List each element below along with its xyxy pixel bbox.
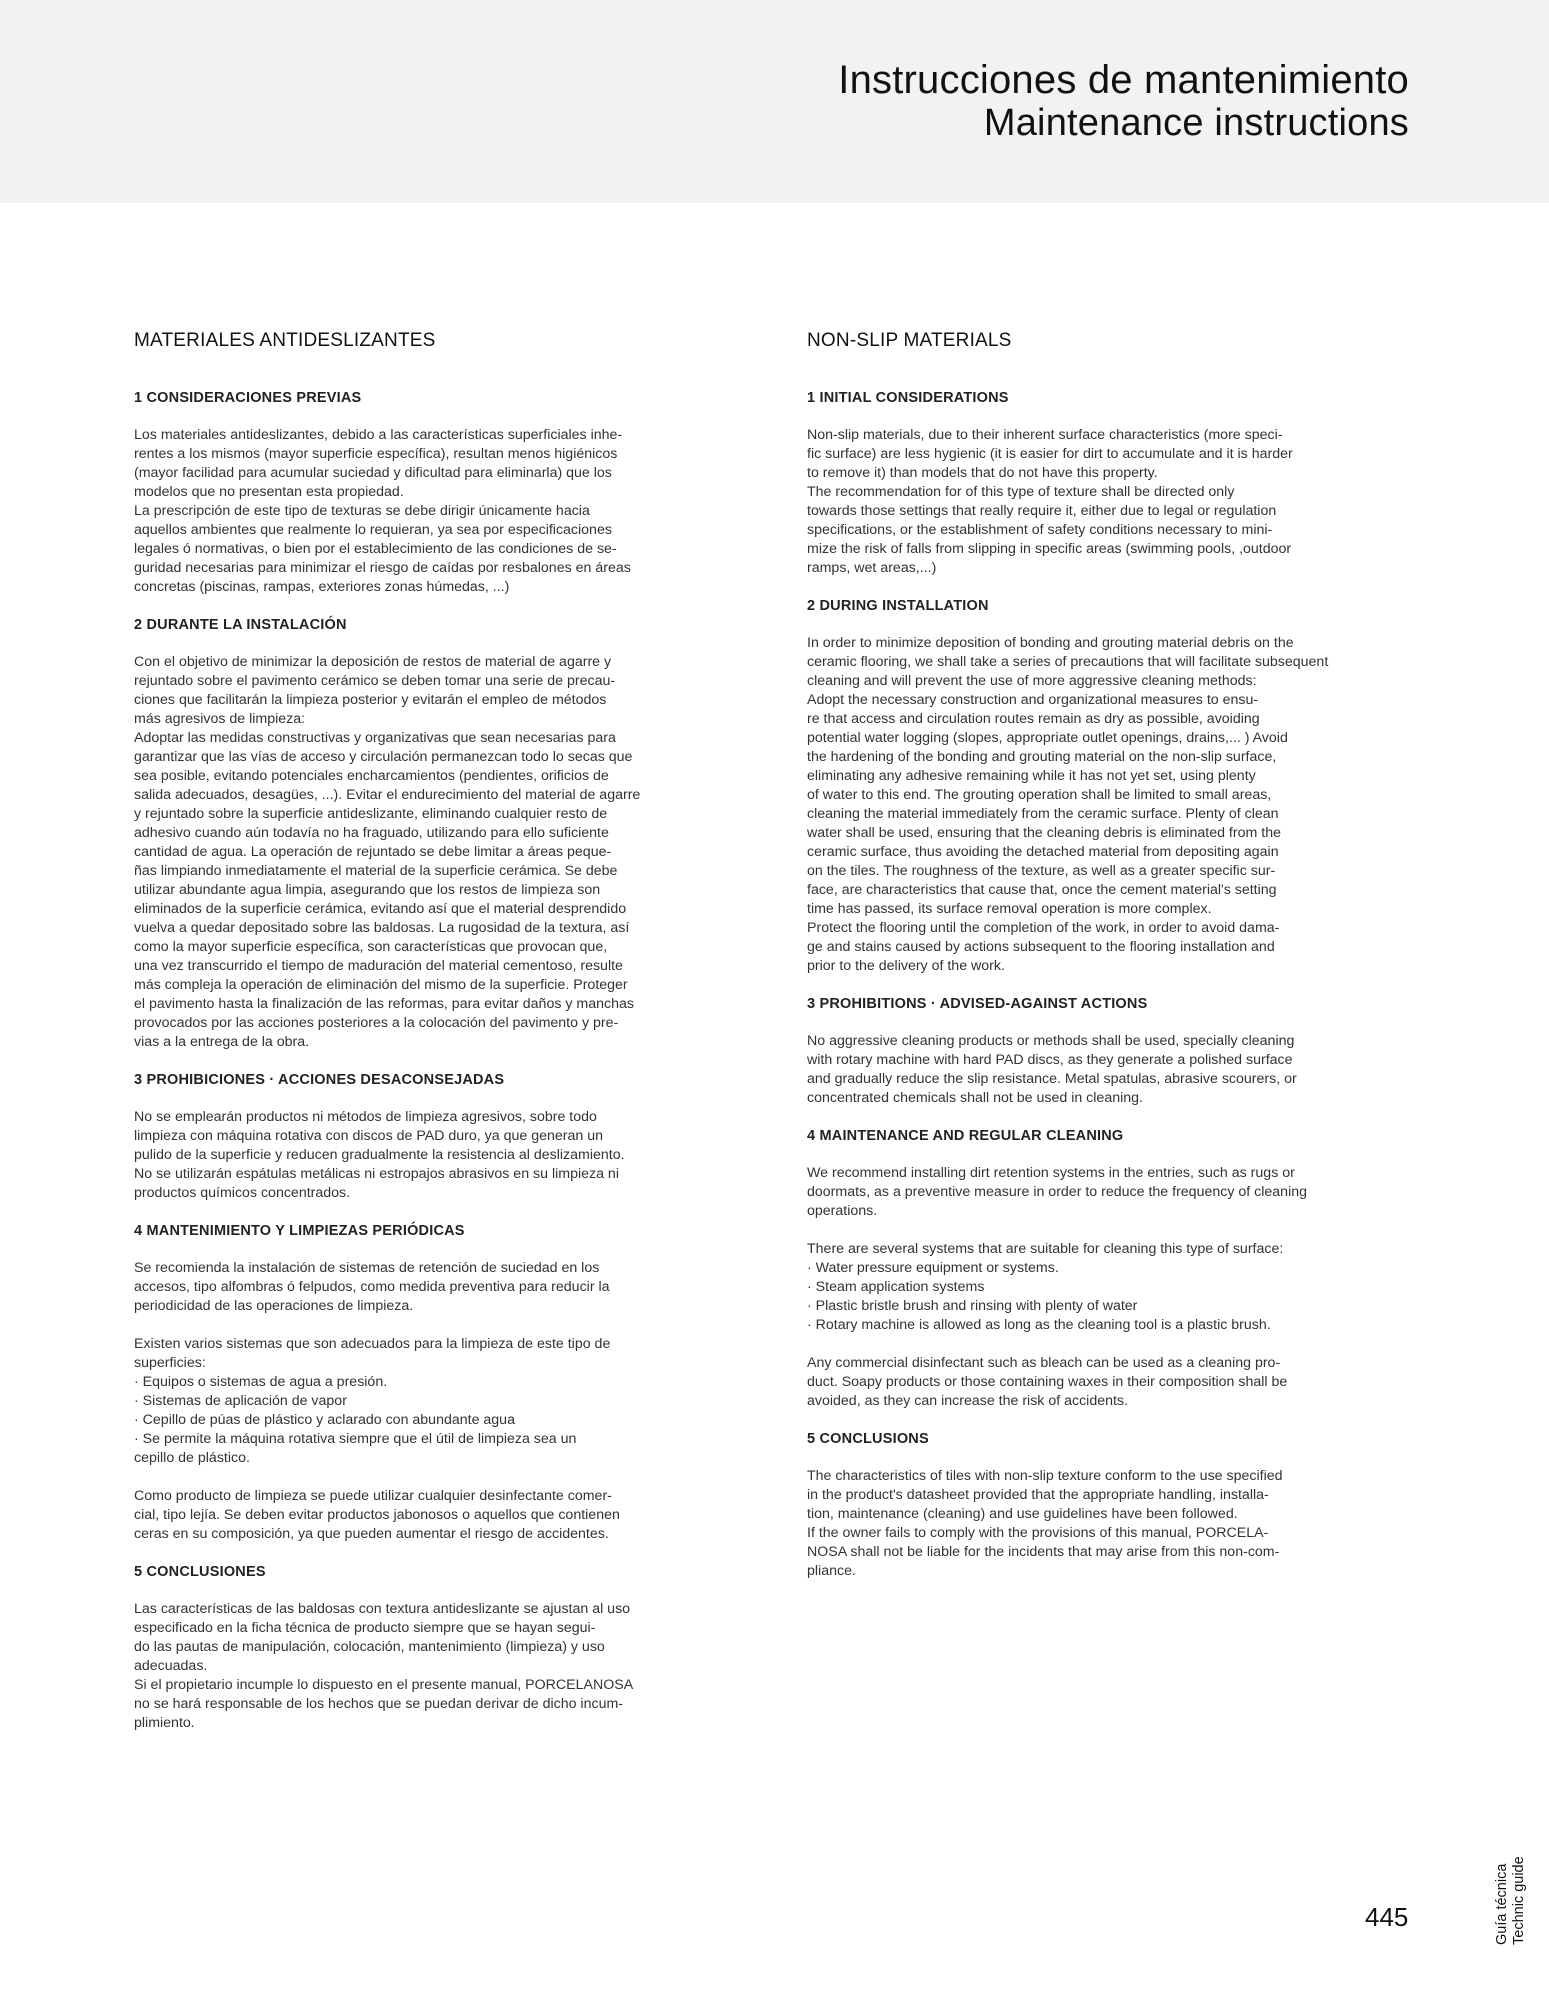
paragraph: The characteristics of tiles with non-slip texture conform to the use specified in the product's datasheet provided that the appropriate handling, installa- tion, maintenance (cleaning) and use guidelines have been followed. If the owner fails to comply with the provisions of this manual, PORCELA- NOSA shall not be liable for the incidents that may arise from this non-com- pliance. [807,1468,1283,1579]
paragraph: No se emplearán productos ni métodos de limpieza agresivos, sobre todo limpieza con máquina rotativa con discos de PAD duro, ya que generan un pulido de la superficie y reducen gradualmente la resistencia al deslizamiento. No se utilizarán espátulas metálicas ni estropajos abrasivos en su limpieza ni productos químicos concentrados. [134,1109,625,1201]
side-label-es: Guía técnica [1494,1863,1510,1945]
section-title: 2 DURING INSTALLATION [807,598,989,614]
header-band [0,0,1549,203]
paragraph: Con el objetivo de minimizar la deposición de restos de material de agarre y rejuntado sobre el pavimento cerámico se deben tomar una serie de precau- ciones que facilitarán la limpieza posterior y evitarán el empleo de métodos más agresivos de limpieza: Adoptar las medidas constructivas y organizativas que sean necesarias para garantizar que las vías de acceso y circulación permanezcan todo lo secas que sea posible, evitando potenciales encharcamientos (pendientes, orificios de salida adecuados, desagües, ...). Evitar el endurecimiento del material de agarre y rejuntado sobre la superficie antideslizante, eliminando cualquier resto de adhesivo cuando aún todavía no ha fraguado, utilizando para ello suficiente cantidad de agua. La operación de rejuntado se debe limitar a áreas peque- ñas limpiando inmediatamente el material de la superficie cerámica. Se debe utilizar abundante agua limpia, asegurando que los restos de limpieza son eliminados de la superficie cerámica, evitando así que el material desprendido vuelva a quedar depositado sobre las baldosas. La rugosidad de la textura, así como la mayor superficie específica, son características que provocan que, una vez transcurrido el tiempo de maduración del material cementoso, resulte más compleja la operación de eliminación del mismo de la superficie. Proteger el pavimento hasta la finalización de las reformas, para evitar daños y manchas provocados por las acciones posteriores a la colocación del pavimento y pre- vias a la entrega de la obra. [134,654,641,1050]
section-prohibitions [807,996,1407,1108]
section-title: 4 MAINTENANCE AND REGULAR CLEANING [807,1128,1124,1144]
side-label [1494,1835,1534,1945]
paragraph: In order to minimize deposition of bonding and grouting material debris on the ceramic flooring, we shall take a series of precautions that will facilitate subsequent cleaning and will prevent the use of more aggressive cleaning methods: Adopt the necessary construction and organizational measures to ensu- re that access and circulation routes remain as dry as possible, avoiding potential water logging (slopes, appropriate outlet openings, drains,... ) Avoid the hardening of the bonding and grouting material on the non-slip surface, eliminating any adhesive remaining while it has not yet set, using plenty of water to this end. The grouting operation shall be limited to small areas, cleaning the material immediately from the ceramic surface. Plenty of clean water shall be used, ensuring that the cleaning debris is eliminated from the ceramic surface, thus avoiding the detached material from depositing again on the tiles. The roughness of the texture, as well as a greater specific sur- face, are characteristics that cause that, once the cement material's setting time has passed, its surface removal operation is more complex. Protect the flooring until the completion of the work, in order to avoid dama- ge and stains caused by actions subsequent to the flooring installation and prior to the delivery of the work. [807,635,1329,974]
side-label-en: Technic guide [1511,1856,1527,1945]
section-conclusions [807,1431,1407,1581]
paragraph: Any commercial disinfectant such as bleach can be used as a cleaning pro- duct. Soapy products or those containing waxes in their composition shall be avoided, as they can increase the risk of accidents. [807,1355,1288,1409]
section-instalacion [134,617,734,1052]
section-conclusiones [134,1564,734,1733]
paragraph: There are several systems that are suitable for cleaning this type of surface: · Water pressure equipment or systems. · Steam application systems · Plastic bristle brush and rinsing with plenty of water · Rotary machine is allowed as long as the cleaning tool is a plastic brush. [807,1241,1284,1333]
paragraph: Como producto de limpieza se puede utilizar cualquier desinfectante comer- cial, tipo lejía. Se deben evitar productos jabonosos o aquellos que contienen ceras en su composición, ya que pueden aumentar el riesgo de accidentes. [134,1488,620,1542]
section-title: 2 DURANTE LA INSTALACIÓN [134,617,347,633]
paragraph: We recommend installing dirt retention systems in the entries, such as rugs or doormats, as a preventive measure in order to reduce the frequency of cleaning operations. [807,1165,1307,1219]
paragraph: Se recomienda la instalación de sistemas de retención de suciedad en los accesos, tipo alfombras ó felpudos, como medida preventiva para reducir la periodicidad de las operaciones de limpieza. [134,1260,610,1314]
section-title: 3 PROHIBICIONES · ACCIONES DESACONSEJADAS [134,1072,505,1088]
paragraph: Las características de las baldosas con textura antideslizante se ajustan al uso especificado en la ficha técnica de producto siempre que se hayan segui- do las pautas de manipulación, colocación, mantenimiento (limpieza) y uso adecuadas. Si el propietario incumple lo dispuesto en el presente manual, PORCELANOSA no se hará responsable de los hechos que se puedan derivar de dicho incum- plimiento. [134,1601,634,1731]
section-title: 4 MANTENIMIENTO Y LIMPIEZAS PERIÓDICAS [134,1223,465,1239]
section-title: 3 PROHIBITIONS · ADVISED-AGAINST ACTIONS [807,996,1148,1012]
section-during-installation [807,598,1407,976]
page-title-en: Maintenance instructions [983,102,1409,144]
section-mantenimiento [134,1223,734,1544]
section-maintenance [807,1128,1407,1411]
page-title-es: Instrucciones de mantenimiento [838,58,1409,102]
column-spanish [134,330,734,1753]
section-prohibiciones [134,1072,734,1203]
section-initial-considerations [807,390,1407,578]
column-heading: MATERIALES ANTIDESLIZANTES [134,330,436,351]
paragraph: Non-slip materials, due to their inherent surface characteristics (more speci- fic surface) are less hygienic (it is easier for dirt to accumulate and it is harder to remove it) than models that do not have this property. The recommendation for of this type of texture shall be directed only towards those settings that really require it, either due to legal or regulation specifications, or the establishment of safety conditions necessary to mini- mize the risk of falls from slipping in specific areas (swimming pools, ,outdoor ramps, wet areas,...) [807,427,1293,576]
section-title: 1 INITIAL CONSIDERATIONS [807,390,1009,406]
column-heading: NON-SLIP MATERIALS [807,330,1012,351]
section-title: 5 CONCLUSIONS [807,1431,929,1447]
column-english [807,330,1407,1601]
page-number: 445 [1365,1902,1409,1932]
section-title: 1 CONSIDERACIONES PREVIAS [134,390,362,406]
paragraph: Los materiales antideslizantes, debido a las características superficiales inhe- rentes a los mismos (mayor superficie específica), resultan menos higiénicos (mayor facilidad para acumular suciedad y dificultad para eliminarla) que los modelos que no presentan esta propiedad. La prescripción de este tipo de texturas se debe dirigir únicamente hacia aquellos ambientes que realmente lo requieran, ya sea por especificaciones legales ó normativas, o bien por el establecimiento de las condiciones de se- guridad necesarias para minimizar el riesgo de caídas por resbalones en áreas concretas (piscinas, rampas, exteriores zonas húmedas, ...) [134,427,631,595]
section-consideraciones [134,390,734,597]
section-title: 5 CONCLUSIONES [134,1564,266,1580]
paragraph: Existen varios sistemas que son adecuados para la limpieza de este tipo de superficies: · Equipos o sistemas de agua a presión. · Sistemas de aplicación de vapor · Cepillo de púas de plástico y aclarado con abundante agua · Se permite la máquina rotativa siempre que el útil de limpieza sea un cepillo de plástico. [134,1336,611,1466]
paragraph: No aggressive cleaning products or methods shall be used, specially cleaning with rotary machine with hard PAD discs, as they generate a polished surface and gradually reduce the slip resistance. Metal spatulas, abrasive scourers, or concentrated chemicals shall not be used in cleaning. [807,1033,1297,1106]
